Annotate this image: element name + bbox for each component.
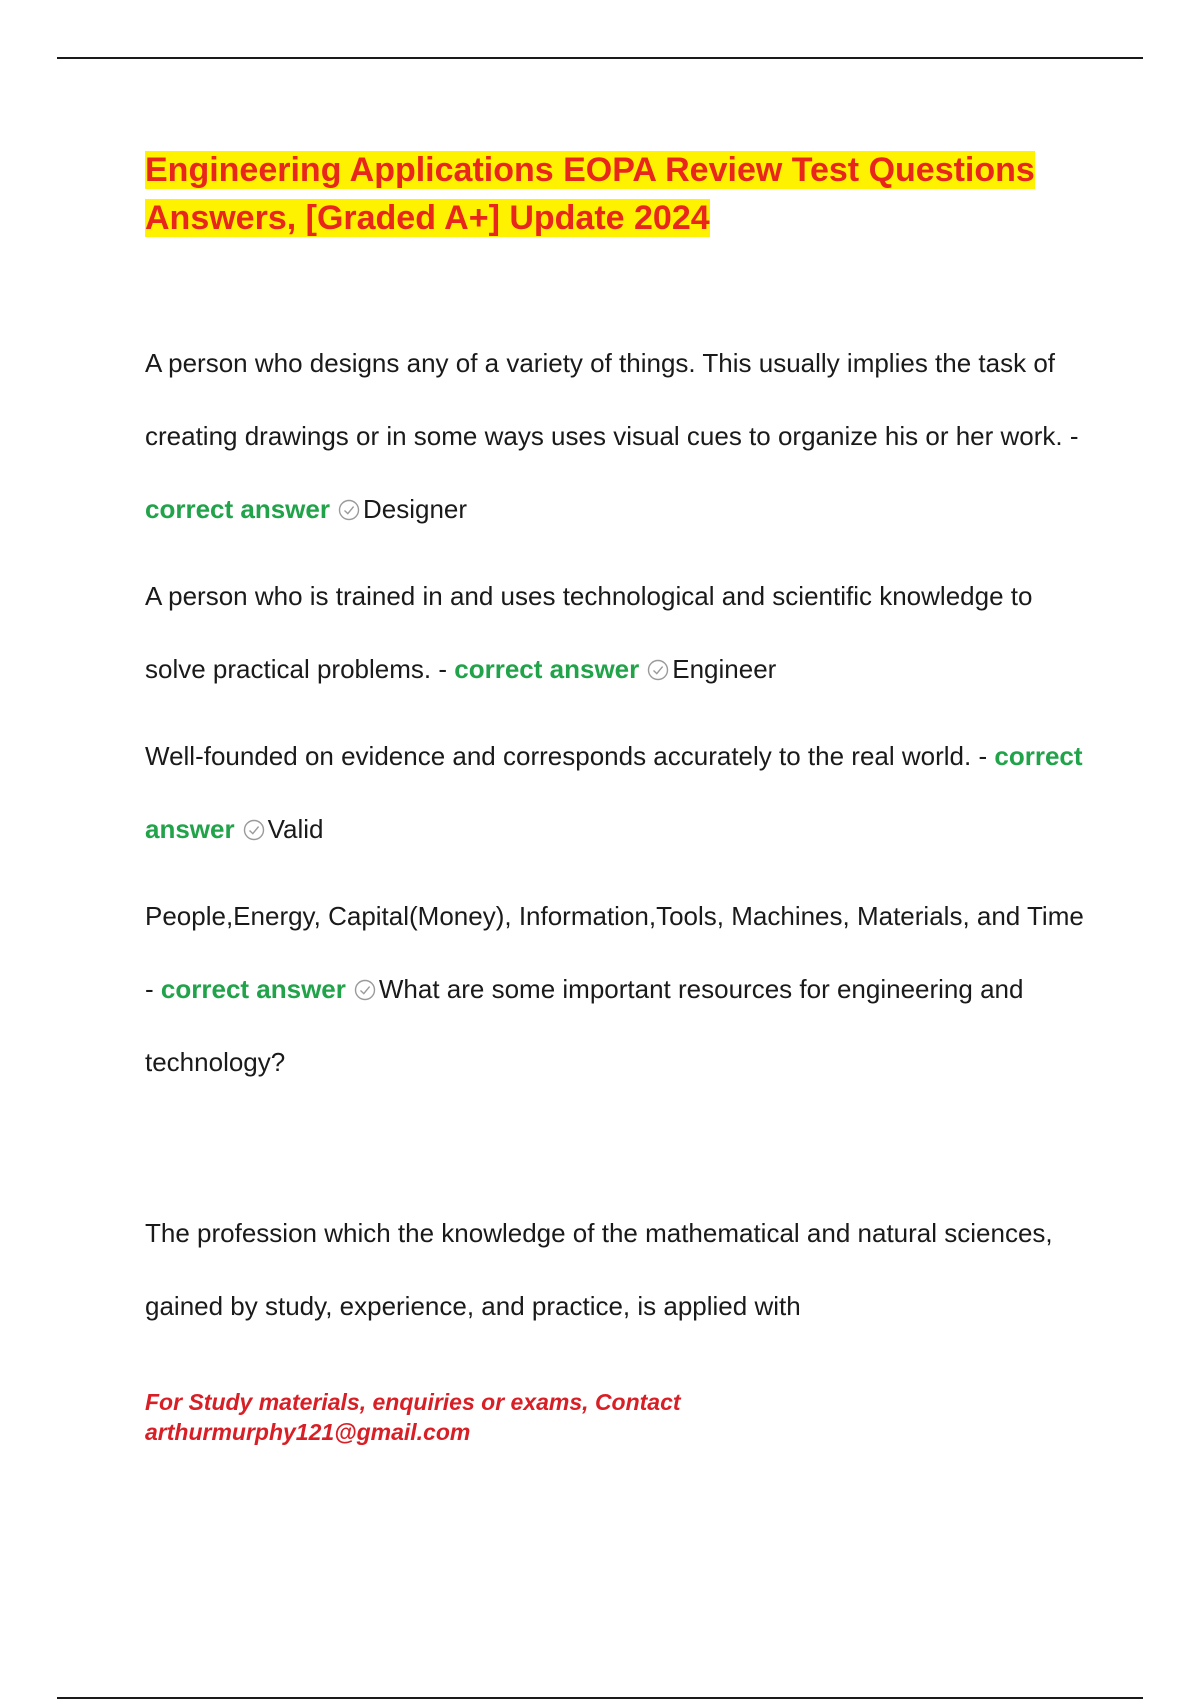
qa-item-designer xyxy=(145,327,1085,546)
answer-text: Engineer xyxy=(672,654,777,684)
contact-email: arthurmurphy121@gmail.com xyxy=(145,1419,471,1445)
check-circle-icon xyxy=(647,659,669,681)
separator: - xyxy=(978,741,988,771)
question-text: A person who designs any of a variety of things. This usually implies the task of creating drawings or in some ways uses visual cues to organize his or her work. xyxy=(145,348,1063,451)
trailing-question: The profession which the knowledge of the mathematical and natural sciences, gained by study, experience, and practice, is applied with xyxy=(145,1218,1053,1321)
bottom-rule xyxy=(57,1697,1143,1699)
top-rule xyxy=(57,57,1143,59)
check-circle-icon xyxy=(338,499,360,521)
document-title xyxy=(145,146,1085,242)
correct-answer-label: correct answer xyxy=(145,494,330,524)
qa-list xyxy=(145,327,1085,1343)
separator: - xyxy=(438,654,448,684)
separator: - xyxy=(1069,421,1079,451)
contact-notice xyxy=(145,1387,945,1447)
correct-answer-label: correct answer xyxy=(454,654,640,684)
separator: - xyxy=(145,974,154,1004)
correct-answer-label: correct answer xyxy=(160,974,346,1004)
qa-item-engineer xyxy=(145,560,1085,706)
check-circle-icon xyxy=(243,819,265,841)
answer-text: What are some important resources for engineering and technology? xyxy=(145,974,1024,1077)
document-body xyxy=(145,146,1085,1447)
answer-text: Designer xyxy=(362,494,468,524)
correct-answer-label: correct answer xyxy=(145,741,1083,844)
question-text: People,Energy, Capital(Money), Information,Tools, Machines, Materials, and Time xyxy=(145,901,1084,931)
qa-item-valid xyxy=(145,720,1085,866)
title-highlight: Engineering Applications EOPA Review Test Questions Answers, [Graded A+] Update 2024 xyxy=(145,151,1035,237)
question-text: A person who is trained in and uses technological and scientific knowledge to solve practical problems. xyxy=(145,581,1033,684)
question-text: Well-founded on evidence and corresponds accurately to the real world. xyxy=(145,741,972,771)
check-circle-icon xyxy=(354,979,376,1001)
contact-line: For Study materials, enquiries or exams, Contact xyxy=(145,1389,681,1415)
answer-text: Valid xyxy=(267,814,324,844)
qa-item-resources xyxy=(145,880,1085,1099)
